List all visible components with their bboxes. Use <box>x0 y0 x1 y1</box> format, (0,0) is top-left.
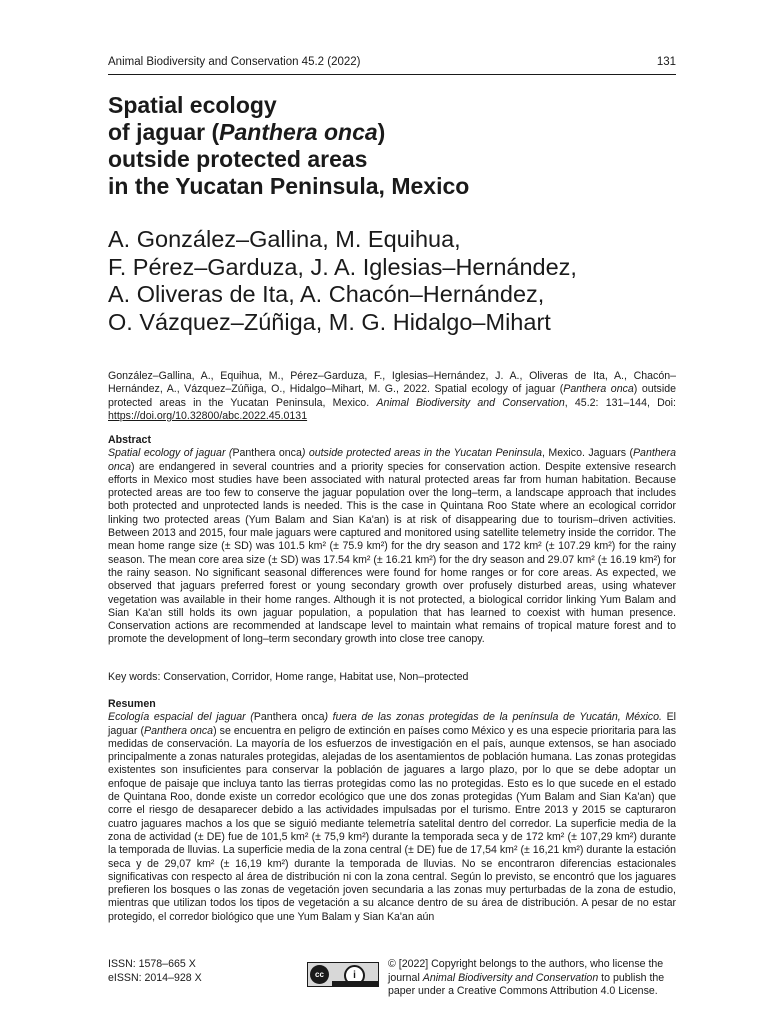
abstract-title-italic: Spatial ecology of jaguar ( <box>108 447 233 460</box>
title-line-1: Spatial ecology <box>108 92 277 118</box>
citation-text: , 45.2: 131–144, Doi: <box>564 396 676 409</box>
title-text: of jaguar ( <box>108 119 220 145</box>
author-line: O. Vázquez–Zúñiga, M. G. Hidalgo–Mihart <box>108 308 551 335</box>
abstract-section <box>108 434 676 647</box>
copyright-notice <box>388 958 680 999</box>
citation-species: Panthera onca <box>563 383 634 396</box>
citation <box>108 370 676 423</box>
abstract-body <box>108 447 676 646</box>
cc-by-license-badge[interactable] <box>307 962 379 987</box>
author-line: A. Oliveras de Ita, A. Chacón–Hernández, <box>108 281 545 307</box>
resumen-section <box>108 698 676 924</box>
title-species: Panthera onca <box>219 119 378 145</box>
issn: ISSN: 1578–665 X <box>108 958 196 970</box>
title-line-2 <box>108 119 676 146</box>
copyright-journal: Animal Biodiversity and Conservation <box>422 971 599 984</box>
badge-strip <box>332 981 378 986</box>
paper-title <box>108 92 676 200</box>
abstract-heading: Abstract <box>108 434 151 446</box>
author-line: F. Pérez–Garduza, J. A. Iglesias–Hernández, <box>108 253 577 280</box>
citation-text: González–Gallina, A., Equihua, M., Pérez–Garduza, F., Iglesias–Hernández, J. A., Oliveras de Ita, A., Chacón–Hernández, A., Vázquez–Zúñiga, O., Hidalgo–Mihart, M. G., 2022. Spatial ecology of jaguar ( <box>108 370 676 396</box>
resumen-title-italic: Ecología espacial del jaguar ( <box>108 711 254 724</box>
doi-link[interactable]: https://doi.org/10.32800/abc.2022.45.0131 <box>108 409 308 422</box>
header-rule <box>108 74 676 75</box>
abstract-text: ) are endangered in several countries and a priority species for conservation action. Despite extensive research efforts in Mexico most studies have been associated with natural protected areas far from human habitation. Because protected areas are too few to conserve the jaguar population over the long–term, a landscape approach that includes both protected and unprotected lands is needed. This is the case in Quintana Roo State where an ecological corridor linking two protected areas (Yum Balam and Sian Ka'an) is at risk of disappearing due to tourism–driven activities. Between 2013 and 2015, four male jaguars were captured and monitored using satellite telemetry inside the corridor. The mean home range size (± SD) was 101.5 km² (± 75.9 km²) for the dry season and 172 km² (± 107.29 km²) for the rainy season. The mean core area size (± SD) was 17.54 km² (± 16.21 km²) for the dry season and 29.07 km² (± 16.19 km²) for the rainy season. No significant seasonal differences were found for home ranges or for core areas. As expected, we observed that jaguars preferred forest or young secondary growth over profusely disturbed areas, using whatever vegetation was available in their home ranges. Although it is not protected, a biological corridor linking Yum Balam and Sian Ka'an still holds its own jaguar population, a population that has learned to coexist with human presence. Conservation actions are recommended at landscape level to maintain what remains of tropical mature forest and to promote the development of long–term secondary growth into close tree canopy. <box>108 460 676 646</box>
abstract-title-italic: ) outside protected areas in the Yucatan Peninsula <box>301 447 543 460</box>
abstract-title-tail: , Mexico. <box>542 447 585 460</box>
resumen-species: Panthera onca <box>144 724 214 737</box>
paper-page <box>108 0 676 1024</box>
creative-commons-icon: cc <box>310 965 329 984</box>
title-line-4: in the Yucatan Peninsula, Mexico <box>108 173 470 199</box>
running-head <box>108 56 676 68</box>
resumen-text: ) se encuentra en peligro de extinción en países como México y es una especie prioritaria para las medidas de conservación. La mayoría de los esfuerzos de investigación en el país, aunque extensos, se han asociado principalmente a zonas naturales protegidas, alejadas de los asentamientos de población humana. Las zonas protegidas existentes son insuficientes para conservar la población de jaguares a largo plazo, por lo que se debe adoptar un enfoque de paisaje que incluya tanto las tierras protegidas como las no protegidas. Esto es lo que sucede en el estado de Quintana Roo, donde existe un corredor ecológico que une dos zonas protegidas (Yum Balam and Sian Ka'an) que corre el riesgo de desaparecer debido a las actividades impulsadas por el turismo. Entre 2013 y 2015 se capturaron cuatro jaguares machos a los que se siguió mediante telemetría satelital dentro del corredor. La superficie media de la zona de actividad (± DE) fue de 101,5 km² (± 75,9 km²) durante la temporada seca y de 172 km² (± 107,29 km²) durante la temporada de lluvias. La superficie media de la zona central (± DE) fue de 17,54 km² (± 16,21 km²) durante la estación seca y de 29,07 km² (± 16,19 km²) durante la temporada de lluvias. No se encontraron diferencias estacionales significativas con respecto al área de distribución ni con la zona central. Según lo previsto, se encontró que los jaguares prefieren los bosques o las zonas de vegetación joven secundaria a las zonas muy perturbadas de la zona de estudio, mientras que utilizan todos los tipos de vegetación a su alcance dentro de su área de distribución. A pesar de no estar protegido, el corredor biológico que une Yum Balam y Sian Ka'an aún <box>108 724 676 923</box>
resumen-text: El jaguar ( <box>108 711 676 737</box>
resumen-body <box>108 711 676 924</box>
citation-text: ) outside protected areas in the Yucatan Peninsula, Mexico. <box>108 383 676 409</box>
resumen-heading: Resumen <box>108 698 156 710</box>
issn-block <box>108 958 202 985</box>
title-text: ) <box>377 119 386 145</box>
title-line-3: outside protected areas <box>108 146 368 172</box>
abstract-title-species: Panthera onca <box>232 447 302 460</box>
resumen-title-species: Panthera onca <box>253 711 325 724</box>
abstract-text: Jaguars ( <box>584 447 633 460</box>
resumen-title-italic: ) fuera de las zonas protegidas de la península de Yucatán, México. <box>324 711 662 724</box>
journal-issue: Animal Biodiversity and Conservation 45.2 (2022) <box>108 56 361 68</box>
keywords: Key words: Conservation, Corridor, Home range, Habitat use, Non–protected <box>108 671 469 683</box>
author-list <box>108 226 676 336</box>
page-number: 131 <box>656 56 676 68</box>
citation-journal: Animal Biodiversity and Conservation <box>376 396 565 409</box>
eissn: eISSN: 2014–928 X <box>108 971 202 984</box>
author-line: A. González–Gallina, M. Equihua, <box>108 226 461 252</box>
attribution-icon: i <box>344 965 365 986</box>
copyright-text: © [2022] Copyright belongs to the authors, who license the journal <box>388 958 664 984</box>
abstract-species: Panthera onca <box>108 447 676 473</box>
copyright-text: to publish the paper under a Creative Commons Attribution 4.0 License. <box>388 971 665 997</box>
